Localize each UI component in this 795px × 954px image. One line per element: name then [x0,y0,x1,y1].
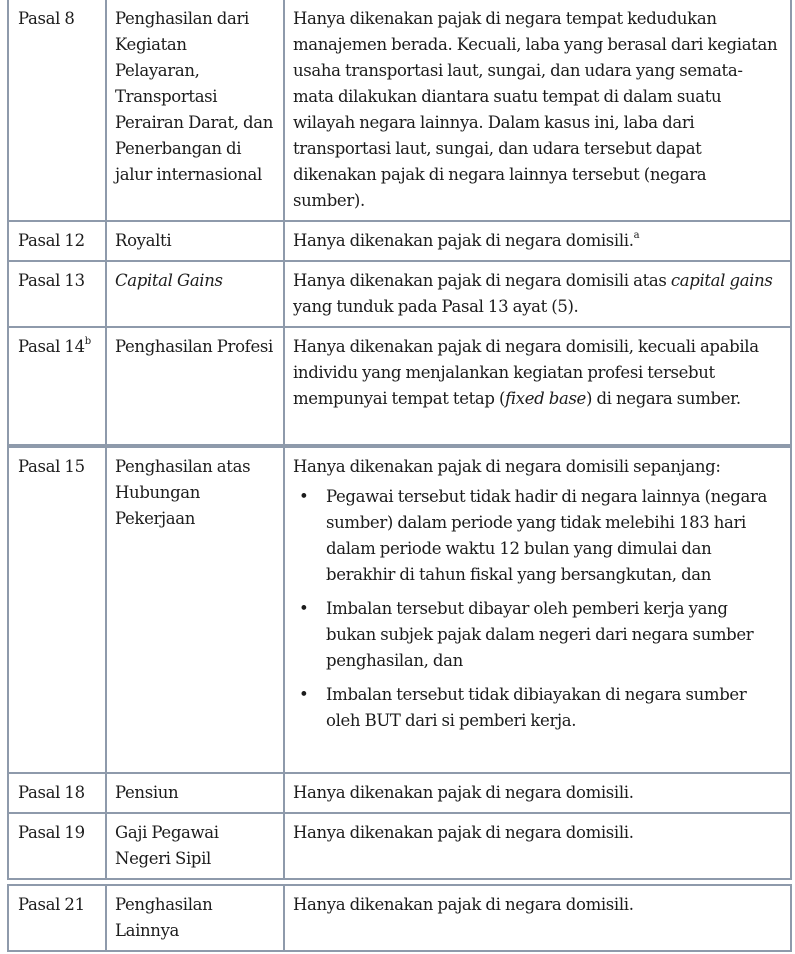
bullet-icon: • [299,487,309,506]
income-type-cell: Penghasilan Lainnya [106,885,284,951]
table-row-pasal-19 [8,813,791,879]
table-row-pasal-15 [8,447,791,773]
table-row-pasal-21 [8,885,791,951]
rule-cell: Hanya dikenakan pajak di negara domisili atas capital gains yang tunduk pada Pasal 13 ayat (5). [284,261,791,327]
article-cell: Pasal 13 [8,261,106,327]
income-type-cell: Penghasilan atas Hubungan Pekerjaan [106,447,284,773]
rule-cell: Hanya dikenakan pajak di negara domisili. [284,813,791,879]
rule-intro: Hanya dikenakan pajak di negara domisili sepanjang: [293,457,721,476]
condition-list-item: • Imbalan tersebut tidak dibiayakan di negara sumber oleh BUT dari si pemberi kerja. [293,682,781,734]
table-row-pasal-18 [8,773,791,813]
income-type-cell: Royalti [106,221,284,261]
footnote-marker: b [84,335,91,347]
rule-cell: Hanya dikenakan pajak di negara domisili.$^a$ [284,221,791,261]
income-type-cell: Penghasilan dari Kegiatan Pelayaran, Transportasi Perairan Darat, dan Penerbangan di jalur internasional [106,0,284,221]
rule-cell: Hanya dikenakan pajak di negara domisili, kecuali apabila individu yang menjalankan kegiatan profesi tersebut mempunyai tempat tetap (fixed base) di negara sumber. [284,327,791,445]
condition-list-item: • Imbalan tersebut dibayar oleh pemberi kerja yang bukan subjek pajak dalam negeri dari negara sumber penghasilan, dan [293,596,781,674]
article-cell: Pasal 12 [8,221,106,261]
article-cell: Pasal 15 [8,447,106,773]
income-type-cell: Capital Gains [106,261,284,327]
article-cell: Pasal 8 [8,0,106,221]
tax-treaty-table-segment-3 [7,884,792,952]
article-cell: Pasal 18 [8,773,106,813]
bullet-icon: • [299,599,309,618]
income-type-cell: Penghasilan Profesi [106,327,284,445]
income-type-cell: Pensiun [106,773,284,813]
rule-cell: Hanya dikenakan pajak di negara domisili. [284,885,791,951]
table-row-pasal-12 [8,221,791,261]
table-row-pasal-14 [8,327,791,445]
article-cell: Pasal 21 [8,885,106,951]
tax-treaty-table-segment-2 [7,446,792,880]
rule-cell [284,447,791,773]
bullet-icon: • [299,685,309,704]
rule-cell: Hanya dikenakan pajak di negara domisili. [284,773,791,813]
condition-list-item: • Pegawai tersebut tidak hadir di negara lainnya (negara sumber) dalam periode yang tidak melebihi 183 hari dalam periode waktu 12 bulan yang dimulai dan berakhir di tahun fiskal yang bersangkutan, dan [293,484,781,588]
article-cell: Pasal 14$^b$ [8,327,106,445]
table-row-pasal-13 [8,261,791,327]
article-cell: Pasal 19 [8,813,106,879]
tax-treaty-table-segment-1 [7,0,792,446]
income-type-cell: Gaji Pegawai Negeri Sipil [106,813,284,879]
table-row-pasal-8 [8,0,791,221]
condition-list [293,484,781,734]
footnote-marker: a [633,229,640,241]
rule-cell: Hanya dikenakan pajak di negara tempat kedudukan manajemen berada. Kecuali, laba yang berasal dari kegiatan usaha transportasi laut, sungai, dan udara yang semata-mata dilakukan diantara suatu tempat di dalam suatu wilayah negara lainnya. Dalam kasus ini, laba dari transportasi laut, sungai, dan udara tersebut dapat dikenakan pajak di negara lainnya tersebut (negara sumber). [284,0,791,221]
